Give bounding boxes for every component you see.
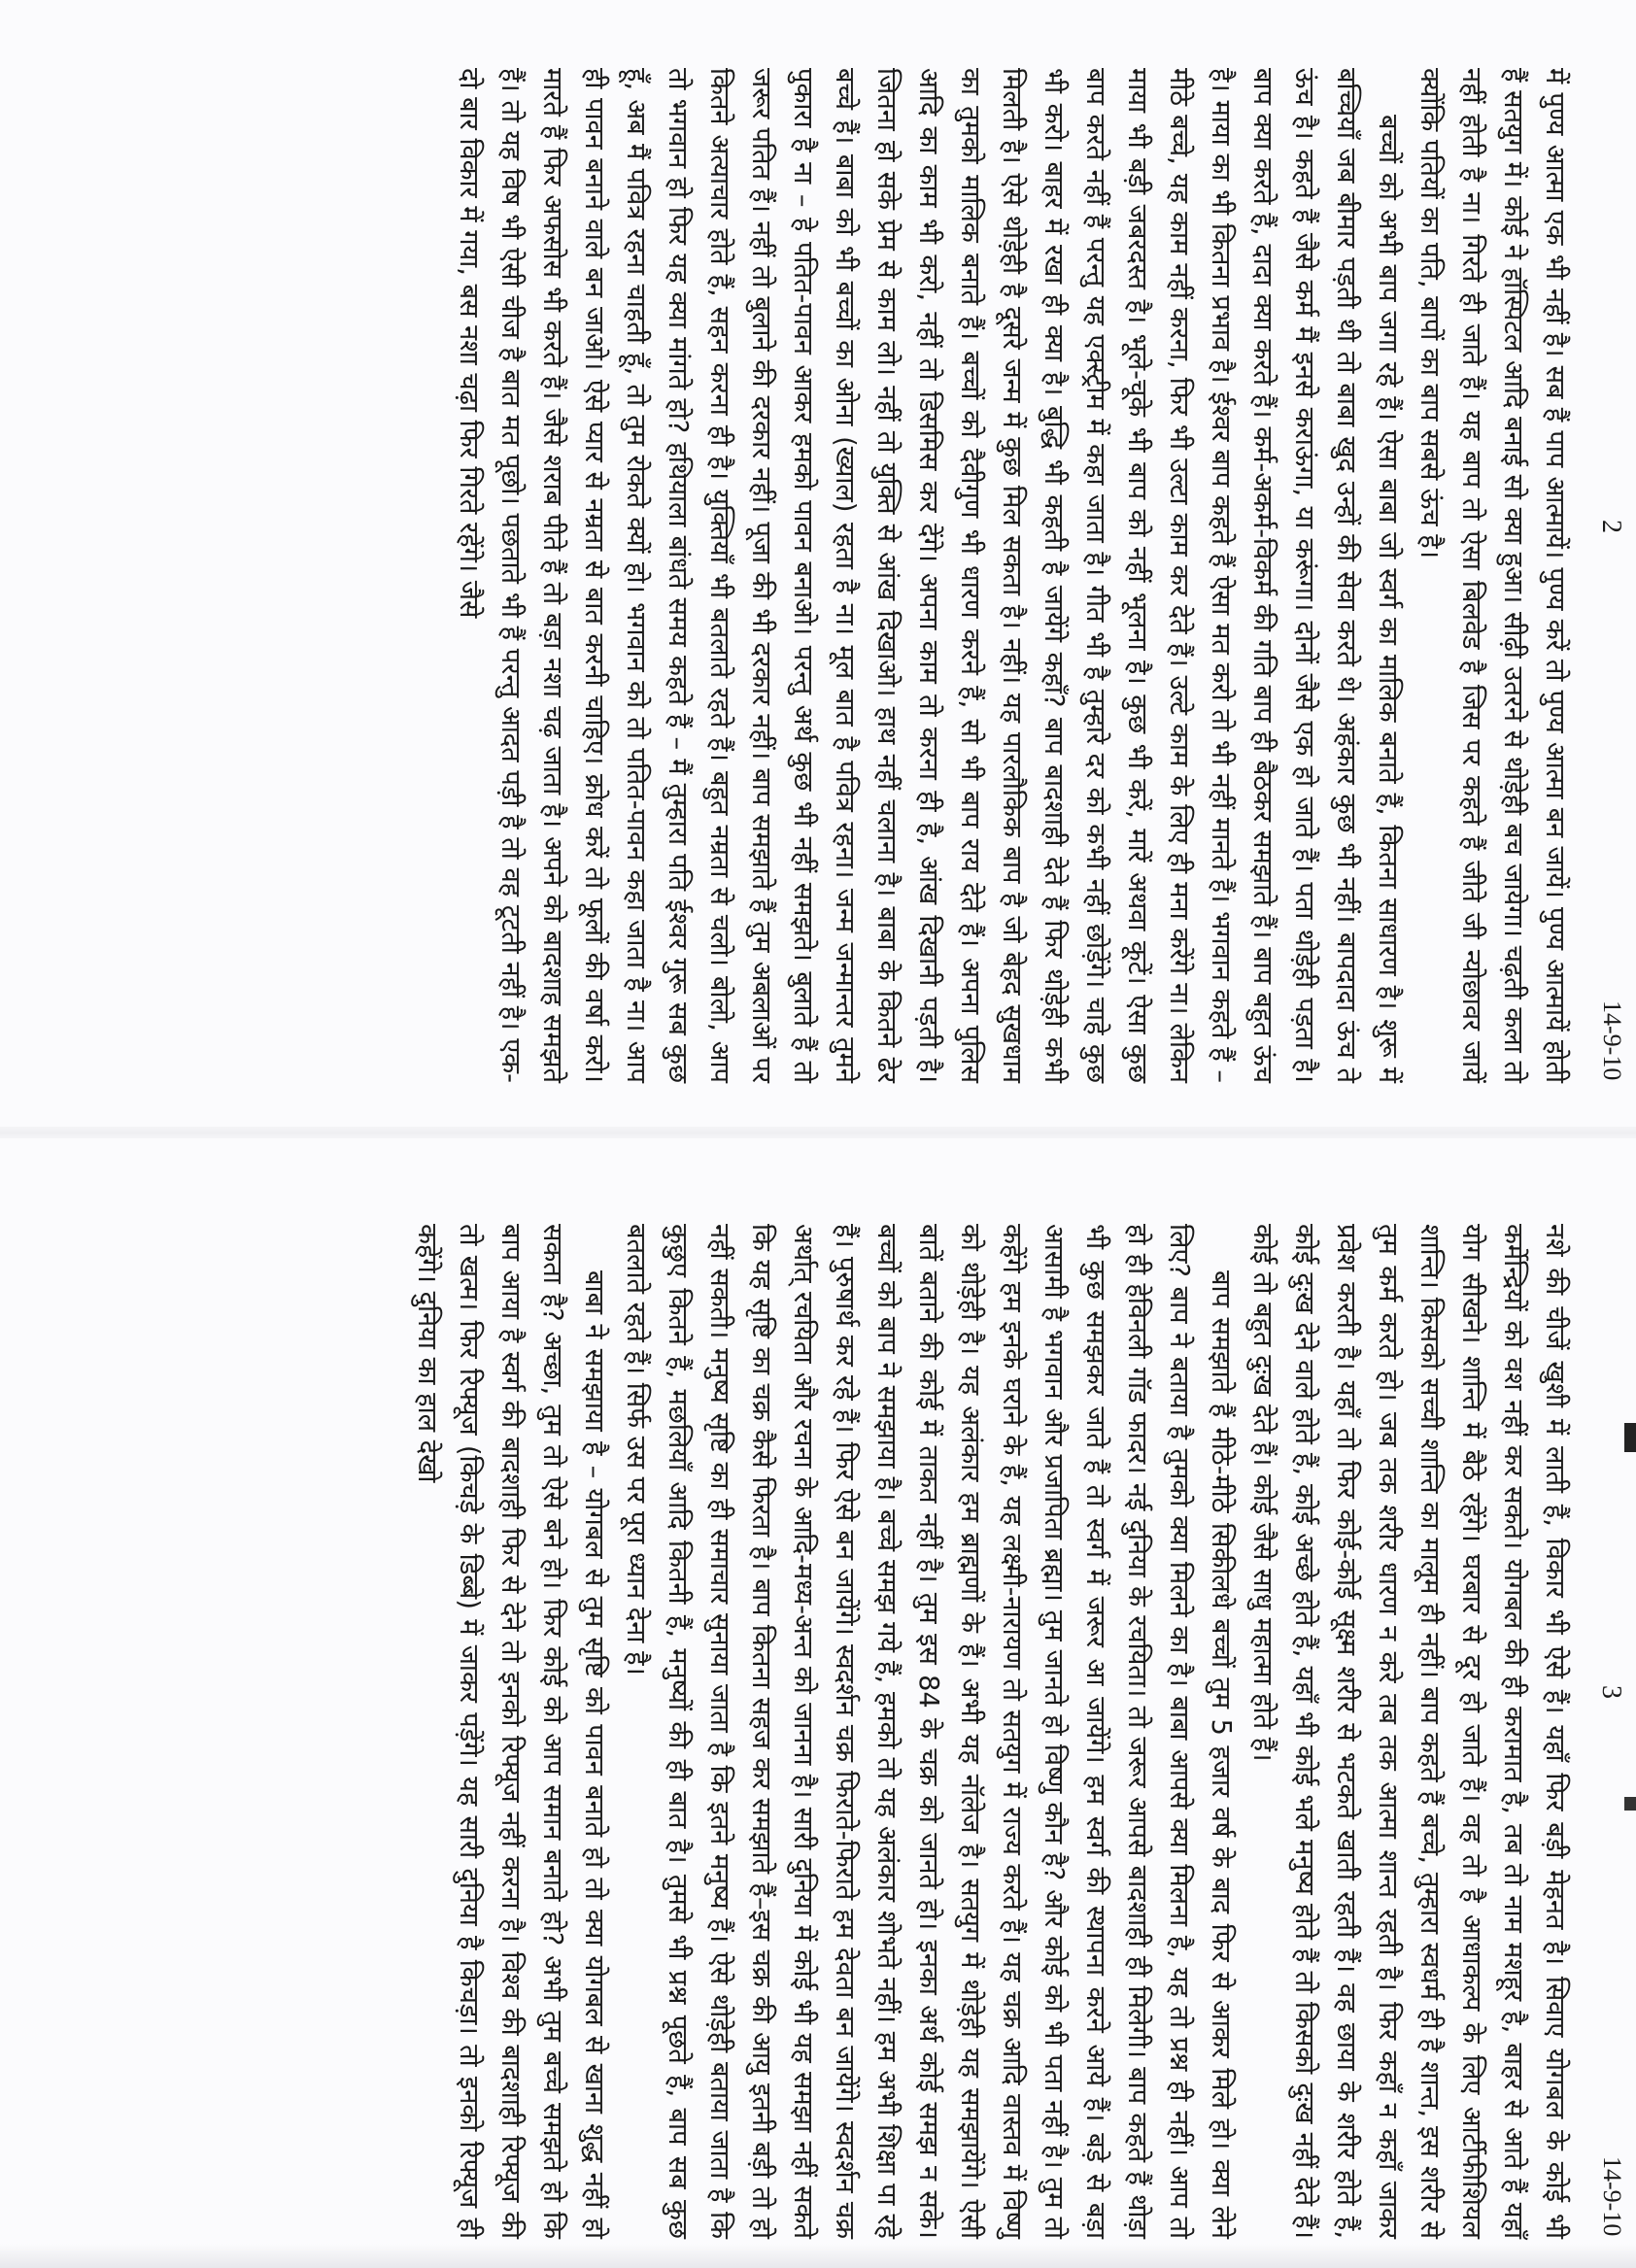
paragraph: बाबा ने समझाया है – योगबल से तुम सृष्टि को पावन बनाते हो तो क्या योगबल से खाना शुद्ध नहीं हो सकता है? अच्छा, तुम तो ऐसे बने हो। फिर कोई को आप समान बनाते हो? अभी तुम बच्चे समझते हो कि बाप आया है स्वर्ग की बादशाही फिर से देने तो इनको रिफ्यूज नहीं करना है। विश्व की बादशाही रिफ्यूज की तो खत्म। फिर रिफ्यूज (किचड़े के डिब्बे) में जाकर पड़ेंगे। यह सारी दुनिया है किचड़ा। तो इनको रिफ्यूज ही कहेंगे। दुनिया का हाल देखो	[412, 1224, 609, 2239]
scan-bottom-edge	[0, 2244, 1636, 2268]
page-number: 3	[1596, 1685, 1626, 1699]
left-page	[0, 0, 1636, 1112]
paragraph: में पुण्य आत्मा एक भी नहीं है। सब हैं पाप आत्मायें। पुण्य करें तो पुण्य आत्मा बन जायें। पुण्य आत्मायें होती हैं सतयुग में। कोई ने हॉस्पिटल आदि बनाई सो क्या हुआ। सीढ़ी उतरने से थोड़ेही बच जायेगा। चढ़ती कला तो नहीं होती है ना। गिरते ही जाते हैं। यह बाप तो ऐसा बिलवेड है जिस पर कहते हैं जीते जी न्योछावर जायें क्योंकि पतियों का पति, बापों का बाप सबसे ऊंच है।	[1414, 68, 1570, 1083]
page-date: 14-9-10	[1598, 2156, 1626, 2237]
page-body	[448, 68, 1576, 1083]
page-number: 2	[1596, 520, 1626, 533]
page-date: 14-9-10	[1598, 1000, 1626, 1081]
paragraph: बच्चों को अभी बाप जगा रहे हैं। ऐसा बाबा जो स्वर्ग का मालिक बनाते हैं, कितना साधारण है। शुरू में बच्चियाँ जब बीमार पड़ती थी तो बाबा खुद उन्हों की सेवा करते थे। अहंकार कुछ भी नहीं। बापदादा ऊंच ते ऊंच है। कहते हैं जैसे कर्म मैं इनसे कराऊंगा, या करूंगा। दोनों जैसे एक हो जाते हैं। पता थोड़ेही पड़ता है। बाप क्या करते हैं, दादा क्या करते हैं। कर्म-अकर्म-विकर्म की गति बाप ही बैठकर समझाते हैं। बाप बहुत ऊंच है। माया का भी कितना प्रभाव है। ईश्वर बाप कहते हैं ऐसा मत करो तो भी नहीं मानते हैं। भगवान कहते हैं – मीठे बच्चे, यह काम नहीं करना, फिर भी उल्टा काम कर देते हैं। उल्टे काम के लिए ही मना करेंगे ना। लेकिन माया भी बड़ी जबरदस्त है। भूले-चूके भी बाप को नहीं भूलना है। कुछ भी करें, मारें अथवा कूटें। ऐसा कुछ बाप करते नहीं हैं परन्तु यह एक्स्ट्रीम में कहा जाता है। गीत भी है तुम्हारे दर को कभी नहीं छोड़ेंगे। चाहे कुछ भी करो। बाहर में रखा ही क्या है। बुद्धि भी कहती है जायेंगे कहाँ? बाप बादशाही देते हैं फिर थोड़ेही कभी मिलती है। ऐसे थोड़ेही है दूसरे जन्म में कुछ मिल सकता है। नहीं। यह पारलौकिक बाप है जो बेहद सुखधाम का तुमको मालिक बनाते हैं। बच्चों को दैवीगुण भी धारण करने हैं, सो भी बाप राय देते हैं। अपना पुलिस आदि का काम भी करो, नहीं तो डिसमिस कर देंगे। अपना काम तो करना ही है, आंख दिखानी पड़ती है। जितना हो सके प्रेम से काम लो। नहीं तो युक्ति से आंख दिखाओ। हाथ नहीं चलाना है। बाबा के कितने ढेर बच्चे हैं। बाबा को भी बच्चों का ओना (ख्याल) रहता है ना। मूल बात है पवित्र रहना। जन्म जन्मान्तर तुमने पुकारा है ना – हे पतित-पावन आकर हमको पावन बनाओ। परन्तु अर्थ कुछ भी नहीं समझते। बुलाते हैं तो जरूर पतित हैं। नहीं तो बुलाने की दरकार नहीं। पूजा की भी दरकार नहीं। बाप समझाते हैं तुम अबलाओं पर कितने अत्याचार होते हैं, सहन करना ही है। युक्तियाँ भी बतलाते रहते हैं। बहुत नम्रता से चलो। बोलो, आप तो भगवान हो फिर यह क्या मांगते हो? हथियाला बांधते समय कहते हैं – मैं तुम्हारा पति ईश्वर गुरू सब कुछ हूँ, अब मैं पवित्र रहना चाहती हूँ, तो तुम रोकते क्यों हो। भगवान को तो पतित-पावन कहा जाता है ना। आप ही पावन बनाने वाले बन जाओ। ऐसे प्यार से नम्रता से बात करनी चाहिए। क्रोध करें तो फूलों की वर्षा करो। मारते हैं फिर अफसोस भी करते हैं। जैसे शराब पीते हैं तो बड़ा नशा चढ़ जाता है। अपने को बादशाह समझते हैं। तो यह विष भी ऐसी चीज है बात मत पूछो। पछताते भी हैं परन्तु आदत पड़ी है तो वह टूटती नहीं है। एक-दो बार विकार में गया, बस नशा चढ़ा फिर गिरते रहेंगे। जैसे	[454, 68, 1403, 1084]
scan-edge-mark	[1624, 1423, 1636, 1452]
paragraph: नशे की चीजें खुशी में लाती हैं, विकार भी ऐसे हैं। यहाँ फिर बड़ी मेहनत है। सिवाए योगबल के कोई भी कर्मेन्द्रियों को वश नहीं कर सकते। योगबल की ही करामात है, तब तो नाम मशहूर है, बाहर से आते हैं यहाँ योग सीखने। शान्ति में बैठे रहेंगे। घरबार से दूर हो जाते हैं। वह तो है आधाकल्प के लिए आर्टीफीशियल शान्ति। किसको सच्ची शान्ति का मालूम ही नहीं। बाप कहते हैं बच्चे, तुम्हारा स्वधर्म ही है शान्त, इस शरीर से तुम कर्म करते हो। जब तक शरीर धारण न करे तब तक आत्मा शान्त रहती है। फिर कहाँ न कहाँ जाकर प्रवेश करती है। यहाँ तो फिर कोई-कोई सूक्ष्म शरीर से भटकते खाती रहती हैं। वह छाया के शरीर होते हैं, कोई दुःख देने वाले होते हैं, कोई अच्छे होते हैं, यहाँ भी कोई भले मनुष्य होते हैं तो किसको दुःख नहीं देते हैं। कोई तो बहुत दुःख देते हैं। कोई जैसे साधु महात्मा होते हैं।	[1247, 1224, 1570, 2239]
paragraph: बाप समझाते हैं मीठे-मीठे सिकीलधे बच्चों तुम 5 हजार वर्ष के बाद फिर से आकर मिले हो। क्या लेने लिए? बाप ने बताया है तुमको क्या मिलने का है। बाबा आपसे क्या मिलना है, यह तो प्रश्न ही नहीं। आप तो हो ही हेविनली गॉड फादर। नई दुनिया के रचयिता। तो जरूर आपसे बादशाही ही मिलेगी। बाप कहते हैं थोड़ा भी कुछ समझकर जाते हैं तो स्वर्ग में जरूर आ जायेंगे। हम स्वर्ग की स्थापना करने आये हैं। बड़े से बड़ा आसामी है भगवान और प्रजापिता ब्रह्मा। तुम जानते हो विष्णु कौन है? और कोई को भी पता नहीं है। तुम तो कहेंगे हम इनके घराने के हैं, यह लक्ष्मी-नारायण तो सतयुग में राज्य करते हैं। यह चक्र आदि वास्तव में विष्णु को थोड़ेही है। यह अलंकार हम ब्राह्मणों के हैं। अभी यह नॉलेज है। सतयुग में थोड़ेही यह समझायेंगे। ऐसी बातें बताने की कोई में ताकत नहीं है। तुम इस 84 के चक्र को जानते हो। इनका अर्थ कोई समझ न सके। बच्चों को बाप ने समझाया है। बच्चे समझ गये हैं, हमको तो यह अलंकार शोभते नहीं। हम अभी शिक्षा पा रहे हैं। पुरुषार्थ कर रहे हैं। फिर ऐसे बन जायेंगे। स्वदर्शन चक्र फिराते-फिराते हम देवता बन जायेंगे। स्वदर्शन चक्र अर्थात् रचयिता और रचना के आदि-मध्य-अन्त को जानना है। सारी दुनिया में कोई भी यह समझा नहीं सकते कि यह सृष्टि का चक्र कैसे फिरता है। बाप कितना सहज कर समझाते हैं–इस चक्र की आयु इतनी बड़ी तो हो नहीं सकती। मनुष्य सृष्टि का ही समाचार सुनाया जाता है कि इतने मनुष्य हैं। ऐसे थोड़ेही बताया जाता है कि कुछुए कितने हैं, मछलियाँ आदि कितनी हैं, मनुष्यों की ही बात है। तुमसे भी प्रश्न पूछते हैं, बाप सब कुछ बतलाते रहते हैं। सिर्फ उस पर पूरा ध्यान देना है।	[621, 1224, 1236, 2239]
scan-edge-mark	[1624, 1797, 1636, 1811]
right-page	[0, 1166, 1636, 2268]
page-body	[406, 1224, 1576, 2239]
book-gutter	[0, 1127, 1636, 1138]
